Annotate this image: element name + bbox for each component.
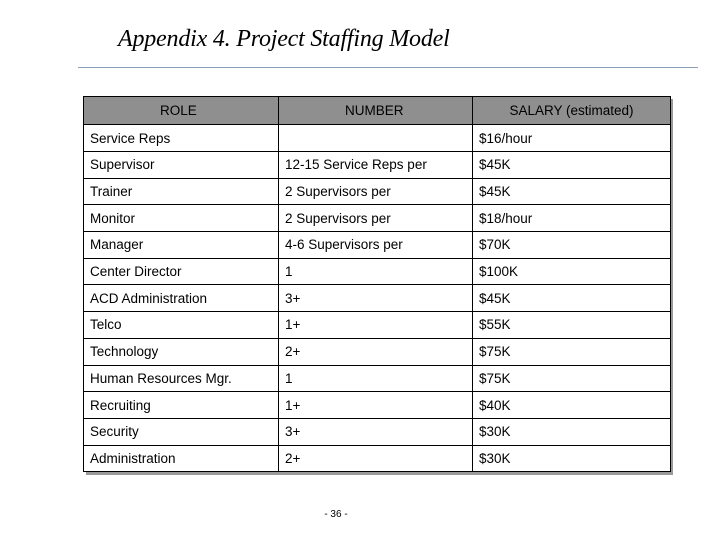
cell-salary: $45K: [473, 285, 671, 312]
table-row: [84, 178, 671, 205]
cell-salary: $30K: [473, 418, 671, 445]
cell-number: [279, 125, 473, 152]
title-divider: [78, 67, 698, 68]
cell-role: Telco: [84, 312, 279, 339]
cell-salary: $100K: [473, 258, 671, 285]
page-title: Appendix 4. Project Staffing Model: [118, 26, 450, 52]
cell-role: Recruiting: [84, 392, 279, 419]
table-row: [84, 152, 671, 179]
staffing-table-container: [83, 96, 670, 472]
cell-salary: $70K: [473, 232, 671, 259]
cell-salary: $55K: [473, 312, 671, 339]
cell-role: Service Reps: [84, 125, 279, 152]
table-body: [84, 125, 671, 472]
cell-role: Administration: [84, 445, 279, 472]
table-row: [84, 125, 671, 152]
cell-role: Security: [84, 418, 279, 445]
cell-role: ACD Administration: [84, 285, 279, 312]
cell-role: Technology: [84, 338, 279, 365]
cell-role: Center Director: [84, 258, 279, 285]
cell-salary: $30K: [473, 445, 671, 472]
table-row: [84, 418, 671, 445]
cell-role: Trainer: [84, 178, 279, 205]
cell-number: 2+: [279, 445, 473, 472]
header-salary: SALARY (estimated): [473, 97, 671, 125]
cell-number: 12-15 Service Reps per: [279, 152, 473, 179]
cell-number: 4-6 Supervisors per: [279, 232, 473, 259]
table-row: [84, 392, 671, 419]
table-row: [84, 365, 671, 392]
cell-salary: $18/hour: [473, 205, 671, 232]
table-header-row: [84, 97, 671, 125]
cell-role: Supervisor: [84, 152, 279, 179]
table-row: [84, 258, 671, 285]
cell-role: Manager: [84, 232, 279, 259]
cell-salary: $45K: [473, 152, 671, 179]
page-number: - 36 -: [324, 509, 348, 520]
cell-number: 2+: [279, 338, 473, 365]
table-row: [84, 312, 671, 339]
header-number: NUMBER: [279, 97, 473, 125]
table-row: [84, 205, 671, 232]
staffing-table: [83, 96, 671, 472]
cell-number: 1+: [279, 392, 473, 419]
cell-number: 3+: [279, 418, 473, 445]
cell-number: 2 Supervisors per: [279, 178, 473, 205]
cell-salary: $75K: [473, 365, 671, 392]
table-row: [84, 232, 671, 259]
cell-number: 1: [279, 258, 473, 285]
cell-role: Human Resources Mgr.: [84, 365, 279, 392]
cell-number: 2 Supervisors per: [279, 205, 473, 232]
cell-salary: $75K: [473, 338, 671, 365]
cell-salary: $40K: [473, 392, 671, 419]
cell-number: 1+: [279, 312, 473, 339]
table-row: [84, 338, 671, 365]
table-row: [84, 445, 671, 472]
cell-salary: $16/hour: [473, 125, 671, 152]
cell-number: 1: [279, 365, 473, 392]
cell-number: 3+: [279, 285, 473, 312]
header-role: ROLE: [84, 97, 279, 125]
cell-role: Monitor: [84, 205, 279, 232]
table-row: [84, 285, 671, 312]
cell-salary: $45K: [473, 178, 671, 205]
